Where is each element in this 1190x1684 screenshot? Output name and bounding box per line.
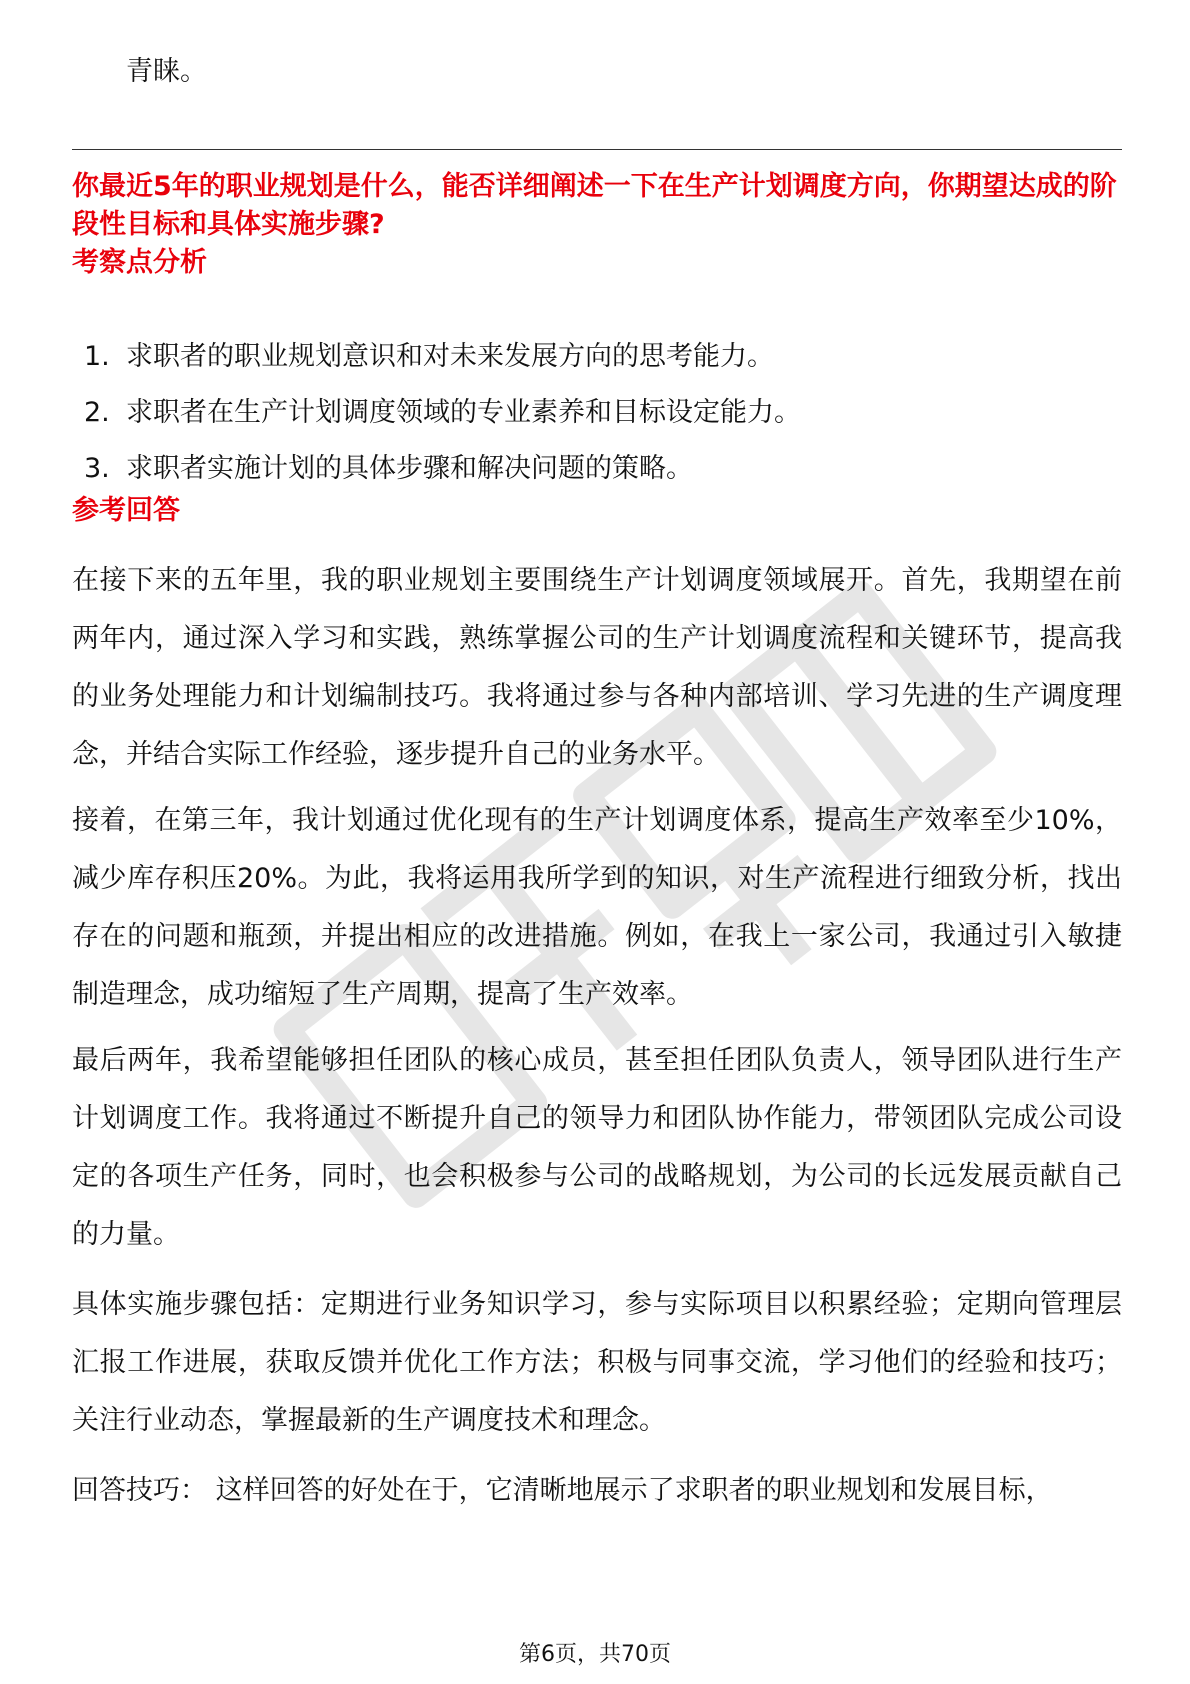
list-item-text: 求职者在生产计划调度领域的专业素养和目标设定能力。	[126, 397, 801, 428]
answer-heading: 参考回答	[72, 495, 180, 526]
list-item	[84, 338, 1124, 394]
list-item-number: 1.	[84, 341, 110, 372]
answer-tips-paragraph: 回答技巧： 这样回答的好处在于，它清晰地展示了求职者的职业规划和发展目标，	[72, 1475, 1053, 1506]
list-item-text: 求职者的职业规划意识和对未来发展方向的思考能力。	[126, 341, 774, 372]
list-item	[84, 394, 1124, 450]
continuation-text: 青睐。	[126, 56, 207, 87]
page-footer: 第6页，共70页	[519, 1642, 671, 1667]
answer-paragraph: 接着，在第三年，我计划通过优化现有的生产计划调度体系，提高生产效率至少10%，减少库存积压20%。为此，我将运用我所学到的知识，对生产流程进行细致分析，找出存在的问题和瓶颈，并提出相应的改进措施。例如，在我上一家公司，我通过引入敏捷制造理念，成功缩短了生产周期，提高了生产效率。	[72, 805, 1122, 1010]
list-item	[84, 450, 1124, 506]
list-item-number: 2.	[84, 397, 110, 428]
answer-paragraph: 最后两年，我希望能够担任团队的核心成员，甚至担任团队负责人，领导团队进行生产计划调度工作。我将通过不断提升自己的领导力和团队协作能力，带领团队完成公司设定的各项生产任务，同时，也会积极参与公司的战略规划，为公司的长远发展贡献自己的力量。	[72, 1045, 1122, 1250]
section-divider	[72, 149, 1122, 150]
analysis-list	[84, 338, 1124, 506]
question-heading: 你最近5年的职业规划是什么，能否详细阐述一下在生产计划调度方向，你期望达成的阶段性目标和具体实施步骤?	[72, 171, 1117, 240]
answer-paragraph: 在接下来的五年里，我的职业规划主要围绕生产计划调度领域展开。首先，我期望在前两年内，通过深入学习和实践，熟练掌握公司的生产计划调度流程和关键环节，提高我的业务处理能力和计划编制技巧。我将通过参与各种内部培训、学习先进的生产调度理念，并结合实际工作经验，逐步提升自己的业务水平。	[72, 565, 1122, 770]
list-item-text: 求职者实施计划的具体步骤和解决问题的策略。	[126, 453, 693, 484]
answer-paragraph: 具体实施步骤包括：定期进行业务知识学习，参与实际项目以积累经验；定期向管理层汇报工作进展，获取反馈并优化工作方法；积极与同事交流，学习他们的经验和技巧；关注行业动态，掌握最新的生产调度技术和理念。	[72, 1289, 1122, 1436]
analysis-heading: 考察点分析	[72, 247, 207, 278]
list-item-number: 3.	[84, 453, 110, 484]
